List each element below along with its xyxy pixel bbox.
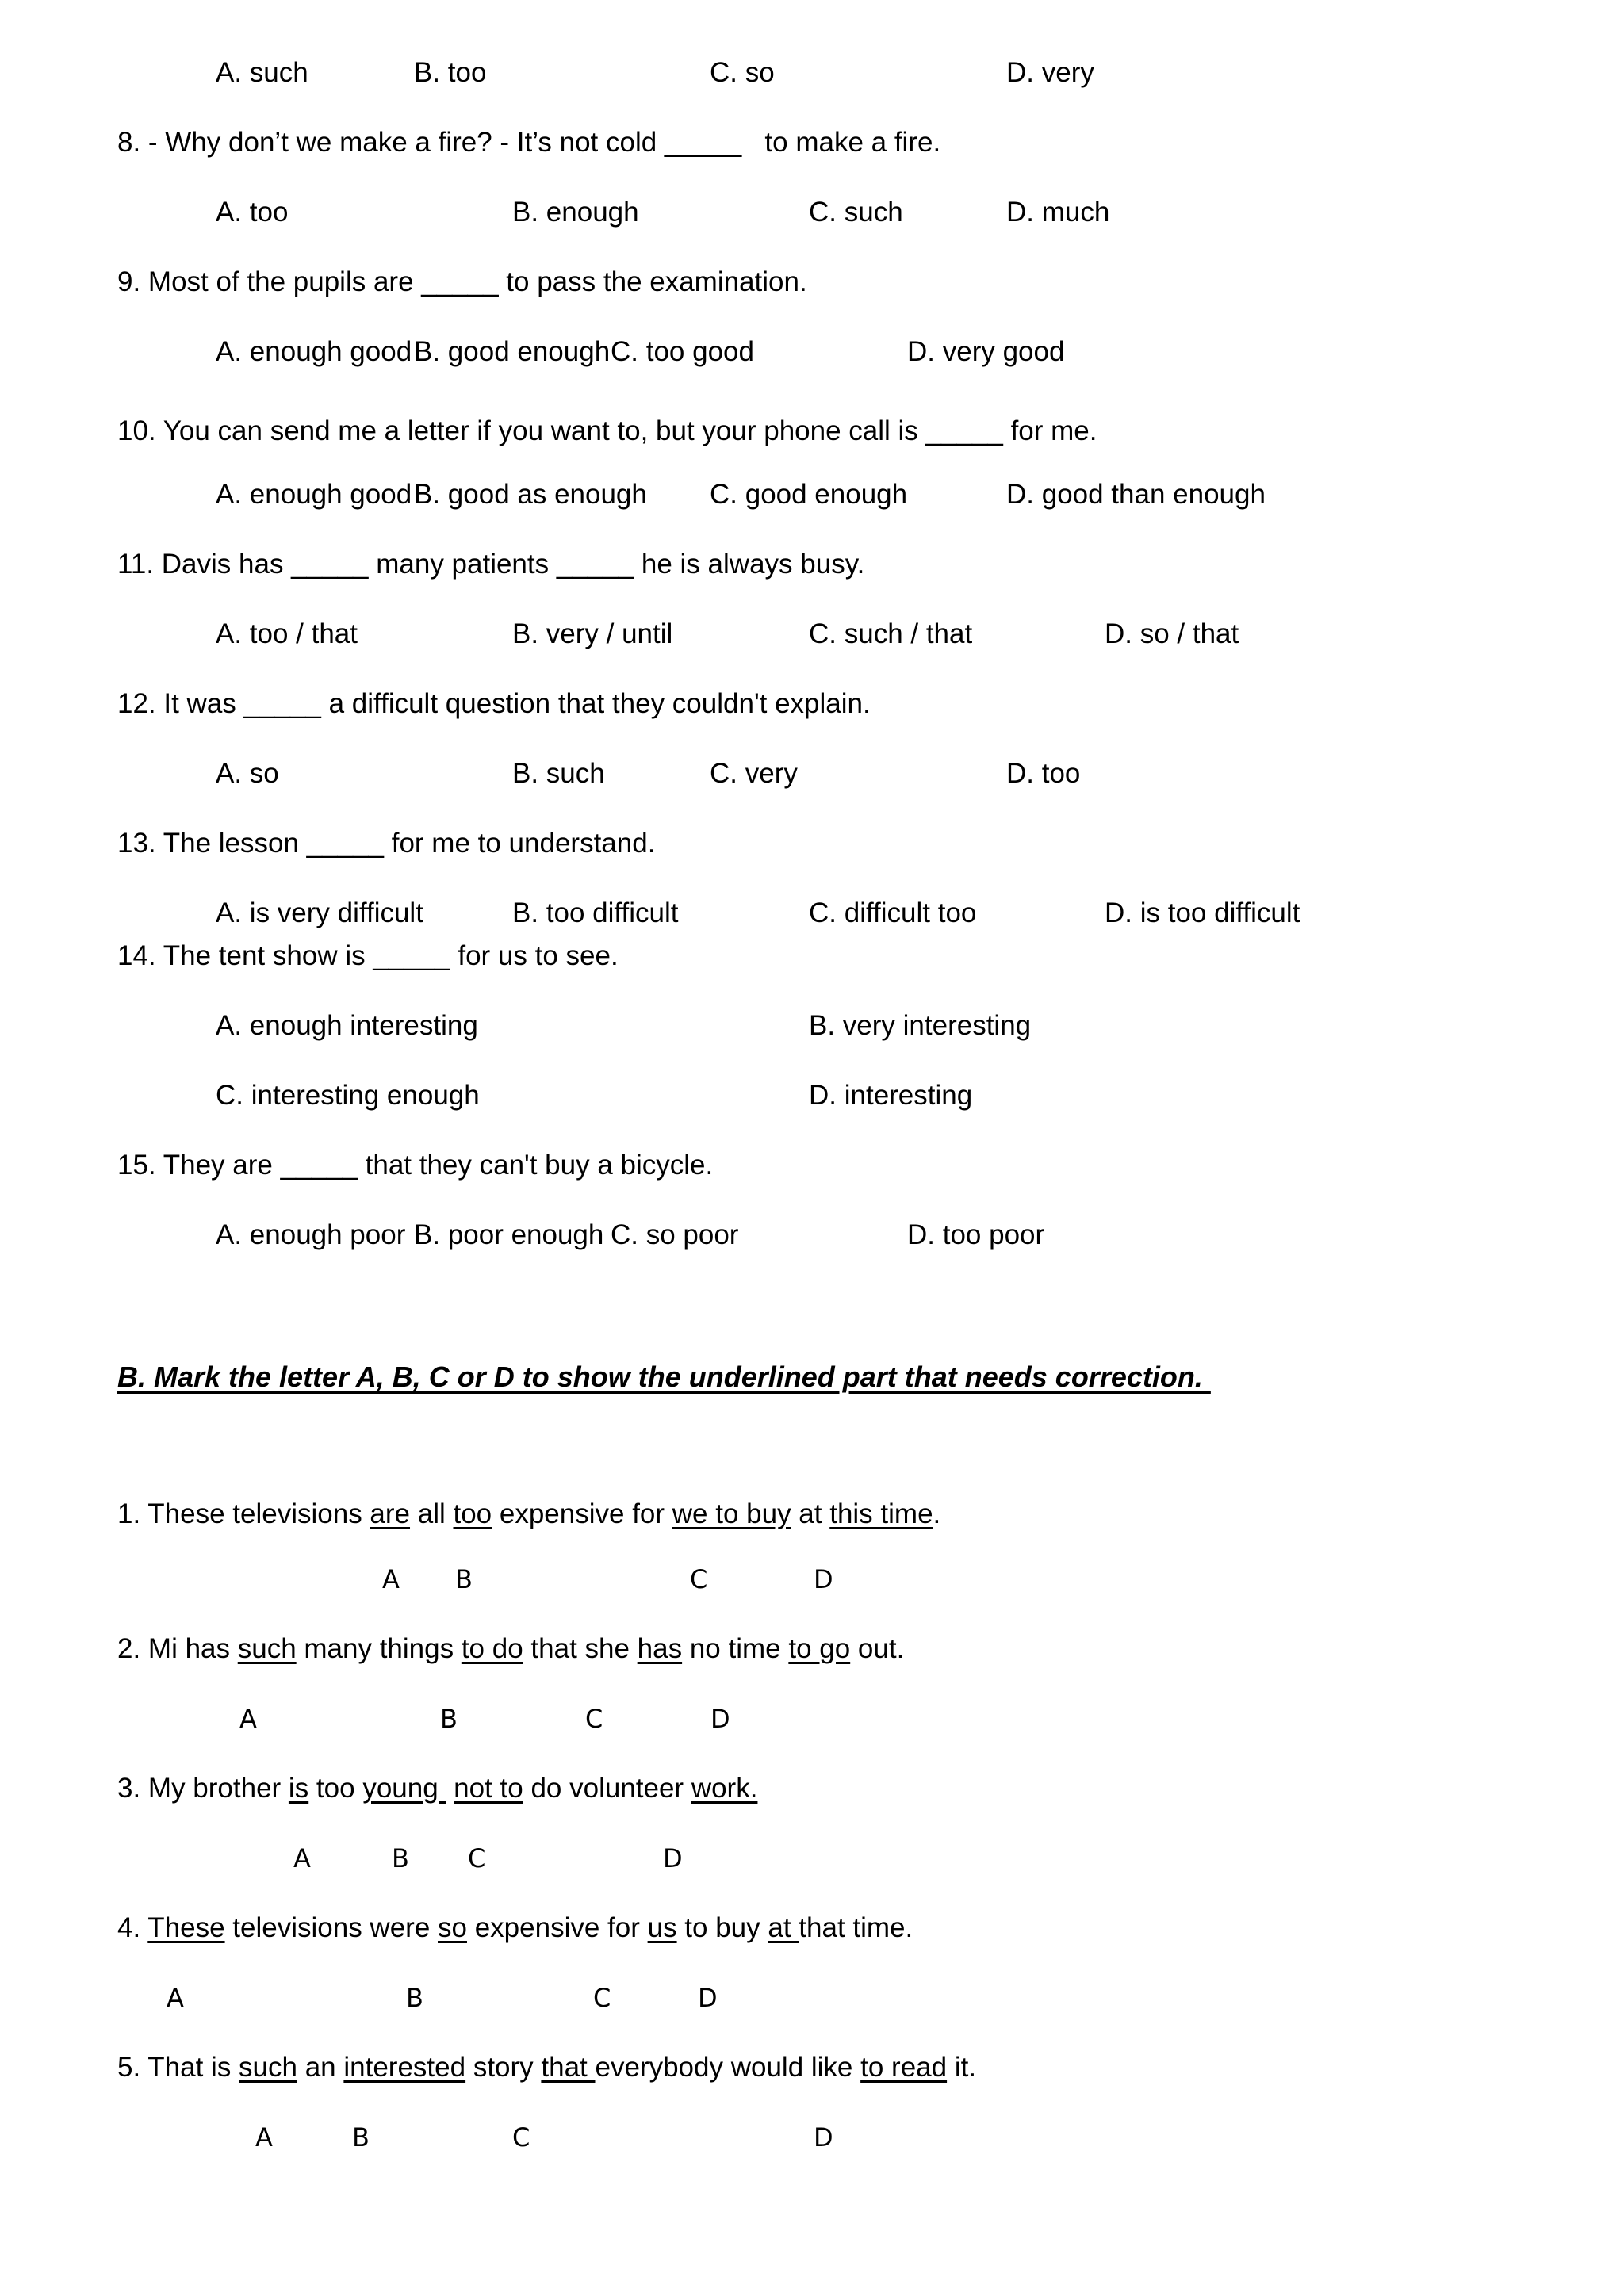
q14-option-b: B. very interesting	[809, 1010, 1032, 1041]
question-10: 10. You can send me a letter if you want to, but your phone call is _____ for me.	[117, 415, 1097, 446]
question-8: 8. - Why don’t we make a fire? - It’s not cold _____ to make a fire.	[117, 127, 941, 158]
q15-option-a: A. enough poor	[216, 1219, 406, 1250]
q11-option-a: A. too / that	[216, 618, 358, 649]
underlined-d: to go	[788, 1633, 851, 1664]
underlined-a: are	[370, 1498, 411, 1529]
underlined-c: we to buy	[672, 1498, 791, 1529]
underlined-d: work.	[691, 1773, 758, 1804]
q1-letter-a: A	[382, 1564, 400, 1594]
underlined-b: too	[453, 1498, 492, 1529]
q2-letter-d: D	[710, 1704, 730, 1734]
q7-option-d: D. very	[1006, 57, 1094, 88]
question-9: 9. Most of the pupils are _____ to pass the examination.	[117, 266, 807, 297]
q3-letter-b: B	[392, 1843, 409, 1873]
q3-letter-c: C	[468, 1843, 486, 1873]
q3-letter-a: A	[293, 1843, 311, 1873]
q9-option-c: C. too good	[611, 336, 754, 367]
q15-option-d: D. too poor	[907, 1219, 1045, 1250]
underlined-b: so	[438, 1912, 467, 1943]
underlined-c: not to	[454, 1773, 523, 1804]
q15-option-b: B. poor enough	[414, 1219, 604, 1250]
q7-option-a: A. such	[216, 57, 308, 88]
q1-letter-d: D	[814, 1564, 833, 1594]
q7-option-c: C. so	[710, 57, 775, 88]
error-question-4: 4. These televisions were so expensive for us to buy at that time.	[117, 1912, 914, 1943]
q8-option-b: B. enough	[512, 197, 639, 228]
q12-option-d: D. too	[1006, 758, 1081, 789]
q4-letter-a: A	[167, 1983, 184, 2013]
q14-option-c: C. interesting enough	[216, 1080, 480, 1111]
q12-option-c: C. very	[710, 758, 798, 789]
underlined-b: young	[362, 1773, 446, 1804]
q8-option-d: D. much	[1006, 197, 1110, 228]
question-15: 15. They are _____ that they can't buy a bicycle.	[117, 1150, 714, 1181]
q5-letter-d: D	[814, 2122, 833, 2152]
question-12: 12. It was _____ a difficult question that they couldn't explain.	[117, 688, 871, 719]
q5-letter-c: C	[512, 2122, 530, 2152]
q5-letter-b: B	[352, 2122, 370, 2152]
error-question-2: 2. Mi has such many things to do that she has no time to go out.	[117, 1633, 905, 1664]
underlined-c: that	[541, 2052, 596, 2083]
underlined-c: us	[647, 1912, 677, 1943]
q4-letter-b: B	[406, 1983, 423, 2013]
underlined-a: is	[288, 1773, 309, 1804]
q4-letter-c: C	[593, 1983, 611, 2013]
q14-option-a: A. enough interesting	[216, 1010, 478, 1041]
question-11: 11. Davis has _____ many patients _____ he is always busy.	[117, 549, 865, 580]
q13-option-a: A. is very difficult	[216, 897, 423, 928]
underlined-b: to do	[461, 1633, 523, 1664]
q4-letter-d: D	[698, 1983, 718, 2013]
q10-option-b: B. good as enough	[414, 479, 647, 510]
q2-letter-b: B	[440, 1704, 458, 1734]
underlined-b: interested	[343, 2052, 466, 2083]
q12-option-b: B. such	[512, 758, 605, 789]
q13-option-d: D. is too difficult	[1105, 897, 1300, 928]
underlined-a: such	[239, 2052, 297, 2083]
q11-option-c: C. such / that	[809, 618, 973, 649]
error-question-3: 3. My brother is too young not to do volunteer work.	[117, 1773, 758, 1804]
q1-letter-b: B	[455, 1564, 473, 1594]
question-13: 13. The lesson _____ for me to understand.	[117, 828, 656, 859]
q7-option-b: B. too	[414, 57, 487, 88]
error-question-1: 1. These televisions are all too expensive for we to buy at this time.	[117, 1498, 941, 1529]
underlined-a: These	[147, 1912, 225, 1943]
q14-option-d: D. interesting	[809, 1080, 973, 1111]
q10-option-a: A. enough good	[216, 479, 412, 510]
q5-letter-a: A	[255, 2122, 273, 2152]
q2-letter-a: A	[239, 1704, 257, 1734]
q12-option-a: A. so	[216, 758, 279, 789]
q8-option-a: A. too	[216, 197, 289, 228]
q11-option-b: B. very / until	[512, 618, 673, 649]
q3-letter-d: D	[663, 1843, 683, 1873]
underlined-a: such	[237, 1633, 297, 1664]
q8-option-c: C. such	[809, 197, 903, 228]
q10-option-c: C. good enough	[710, 479, 908, 510]
q13-option-c: C. difficult too	[809, 897, 977, 928]
q13-option-b: B. too difficult	[512, 897, 679, 928]
question-14: 14. The tent show is _____ for us to see.	[117, 940, 619, 971]
q9-option-a: A. enough good	[216, 336, 412, 367]
q9-option-b: B. good enough	[414, 336, 611, 367]
q15-option-c: C. so poor	[611, 1219, 739, 1250]
q2-letter-c: C	[585, 1704, 603, 1734]
q9-option-d: D. very good	[907, 336, 1065, 367]
q11-option-d: D. so / that	[1105, 618, 1239, 649]
underlined-c: has	[637, 1633, 683, 1664]
part-b-heading: B. Mark the letter A, B, C or D to show the underlined part that needs correction.	[117, 1360, 1211, 1393]
underlined-d: at	[768, 1912, 799, 1943]
q10-option-d: D. good than enough	[1006, 479, 1266, 510]
q1-letter-c: C	[690, 1564, 708, 1594]
underlined-d: this time	[829, 1498, 933, 1529]
underlined-d: to read	[860, 2052, 948, 2083]
error-question-5: 5. That is such an interested story that everybody would like to read it.	[117, 2052, 977, 2083]
